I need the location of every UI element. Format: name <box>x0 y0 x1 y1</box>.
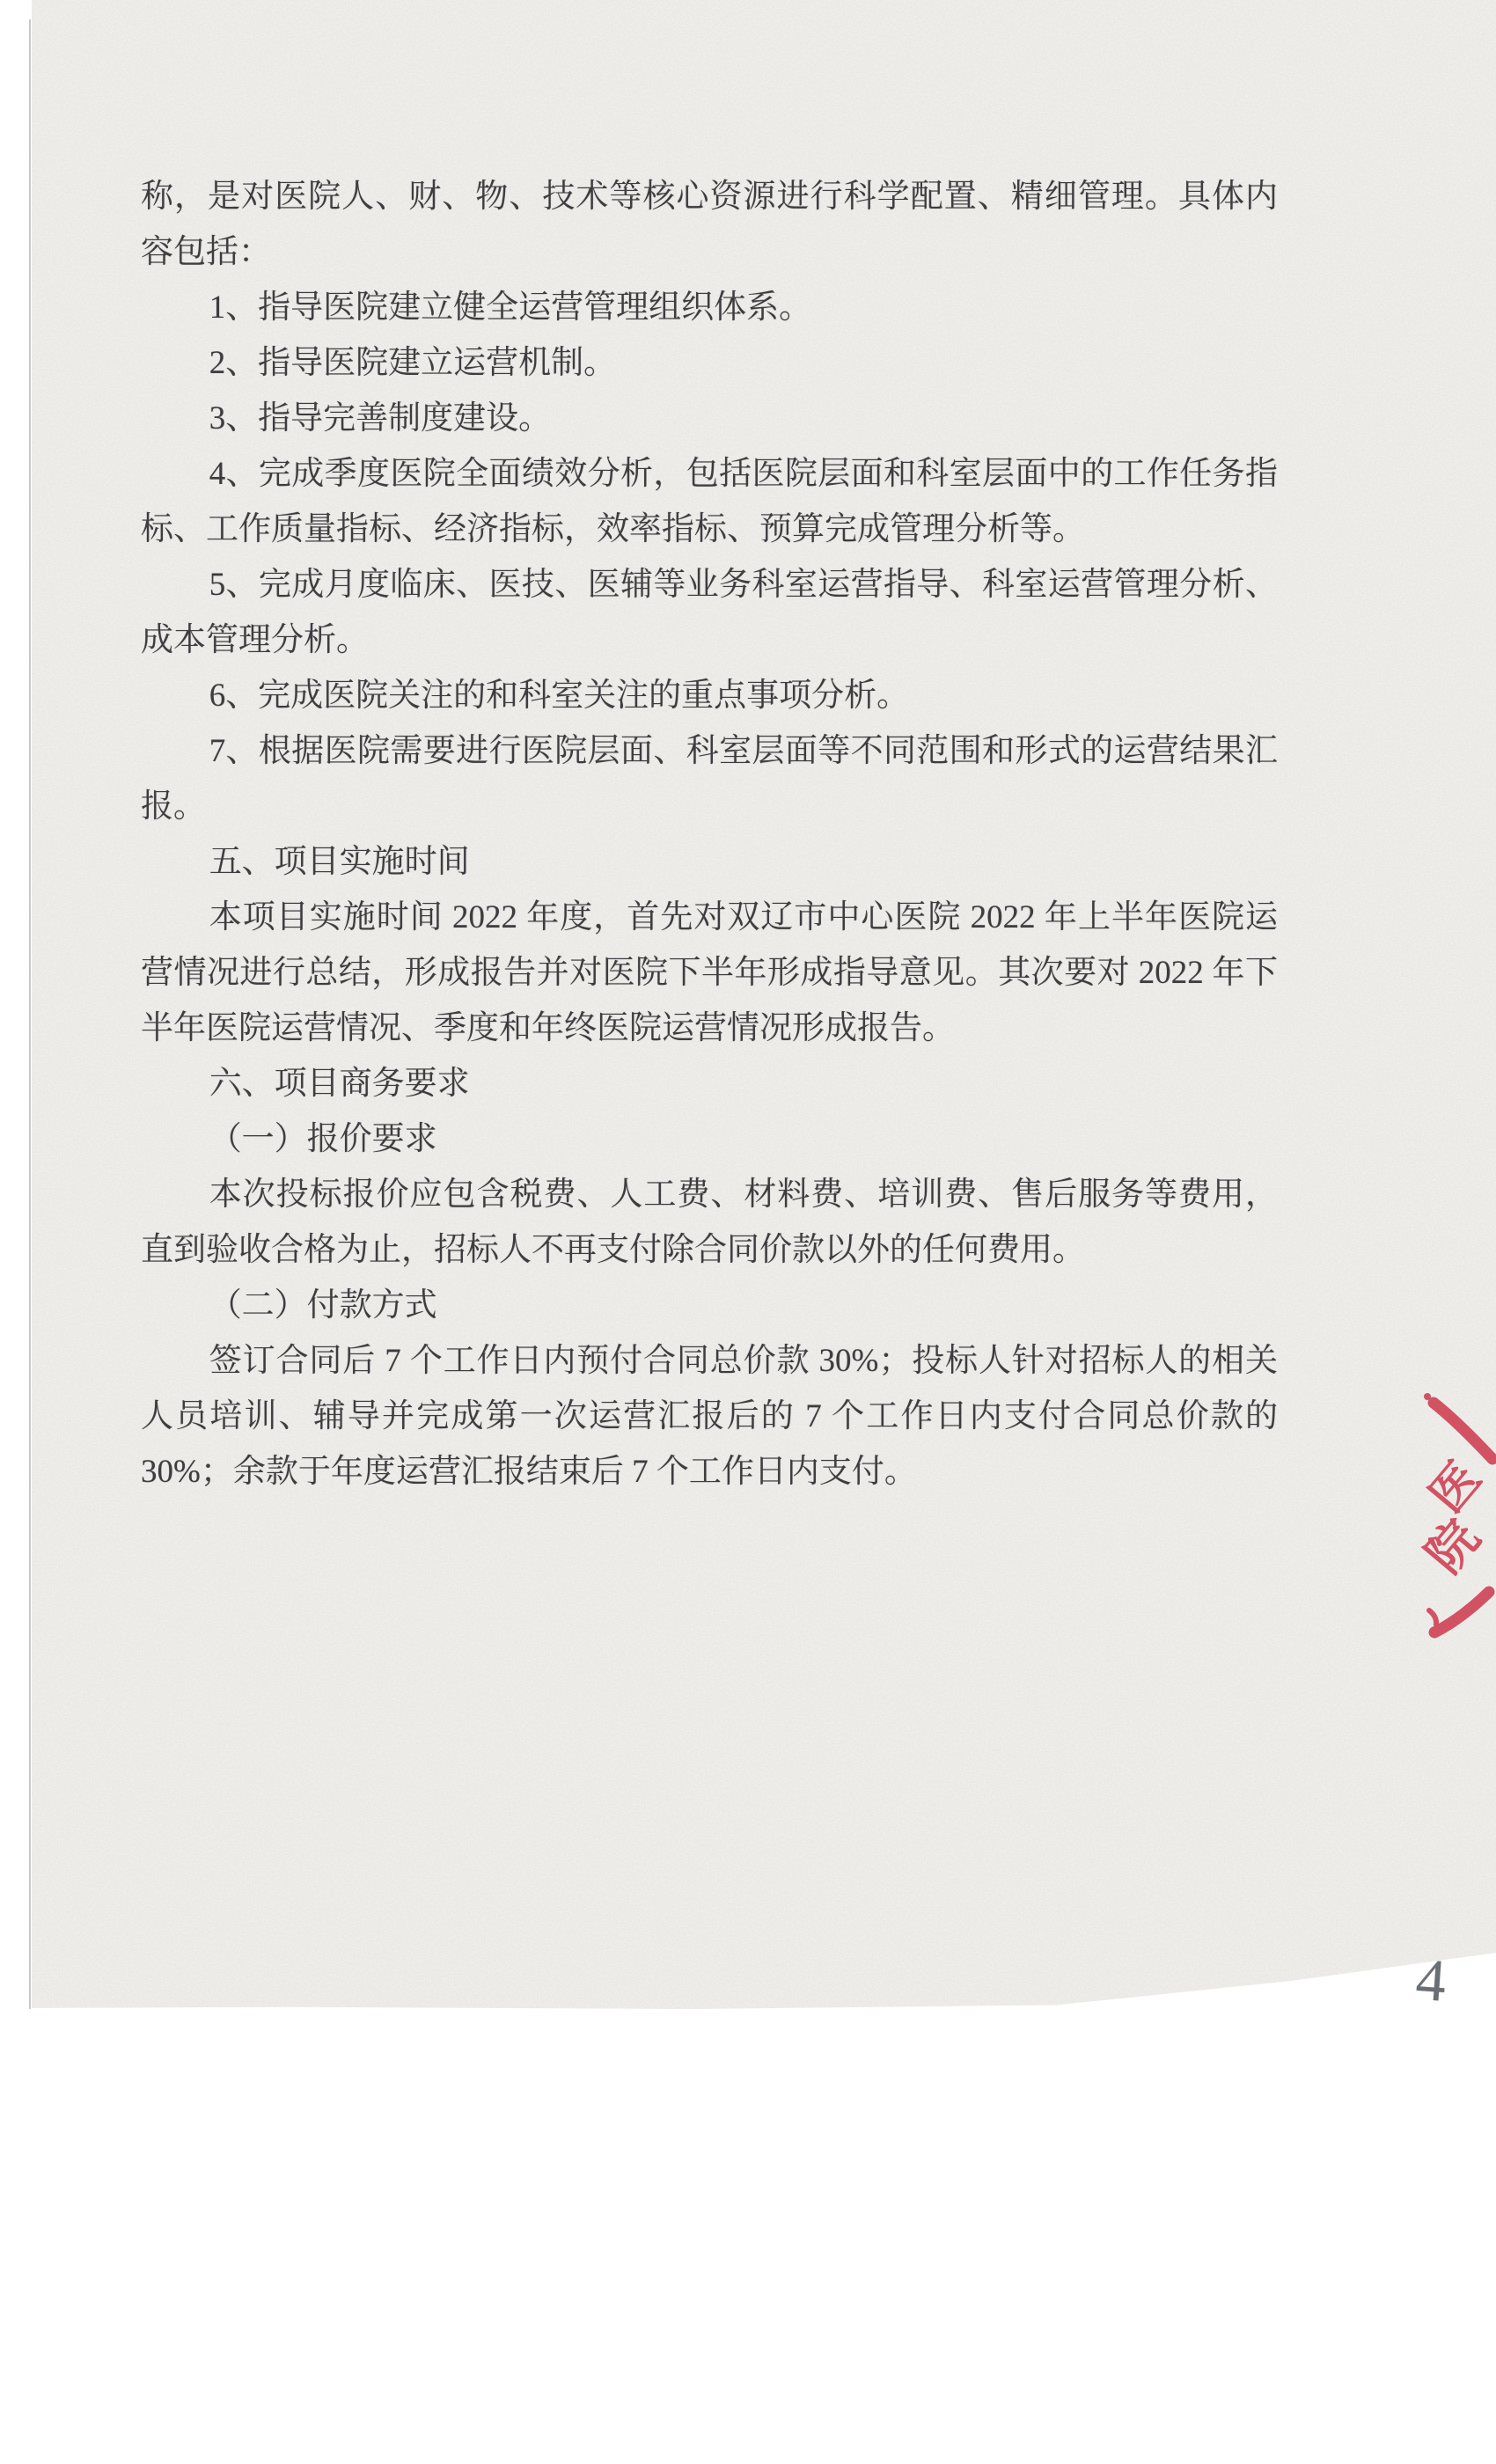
seal-char-bottom: 院 <box>1417 1510 1491 1584</box>
hospital-seal-stamp <box>1397 1383 1496 1656</box>
paragraph: 六、项目商务要求 <box>209 1066 470 1102</box>
paragraph: （一）报价要求 <box>209 1121 437 1157</box>
paragraph: 2、指导医院建立运营机制。 <box>209 345 617 381</box>
paragraph: 3、指导完善制度建设。 <box>209 400 552 436</box>
paragraph: 7、根据医院需要进行医院层面、科室层面等不同范围和形式的运营结果汇报。 <box>141 733 1278 825</box>
paragraph: 1、指导医院建立健全运营管理组织体系。 <box>209 290 812 326</box>
seal-ink-dot <box>1424 1393 1431 1400</box>
scan-edge-line <box>29 19 31 2009</box>
seal-tick-mark <box>1429 1610 1436 1624</box>
handwritten-page-number: 4 <box>1413 1945 1448 2014</box>
paragraph: 本次投标报价应包含税费、人工费、材料费、培训费、售后服务等费用，直到验收合格为止，招标人不再支付除合同价款以外的任何费用。 <box>141 1177 1278 1268</box>
paragraph: 称，是对医院人、财、物、技术等核心资源进行科学配置、精细管理。具体内容包括： <box>141 179 1278 270</box>
seal-rim-top-arc <box>1434 1403 1492 1459</box>
paragraph: （二）付款方式 <box>209 1287 437 1324</box>
paragraph: 五、项目实施时间 <box>209 844 470 880</box>
paragraph: 5、完成月度临床、医技、医辅等业务科室运营指导、科室运营管理分析、成本管理分析。 <box>141 567 1278 658</box>
paragraph: 6、完成医院关注的和科室关注的重点事项分析。 <box>209 678 910 714</box>
paragraph: 签订合同后 7 个工作日内预付合同总价款 30%；投标人针对招标人的相关人员培训、辅导并完成第一次运营汇报后的 7 个工作日内支付合同总价款的 30%；余款于年度运营汇报结束后 7 个工作日内支付。 <box>141 1343 1278 1490</box>
seal-rim-bottom-arc <box>1434 1592 1489 1632</box>
text-block <box>141 169 1278 1500</box>
paragraph: 4、完成季度医院全面绩效分析，包括医院层面和科室层面中的工作任务指标、工作质量指标、经济指标，效率指标、预算完成管理分析等。 <box>141 456 1278 547</box>
paragraph: 本项目实施时间 2022 年度，首先对双辽市中心医院 2022 年上半年医院运营情况进行总结，形成报告并对医院下半年形成指导意见。其次要对 2022 年下半年医院运营情况、季度和年终医院运营情况形成报告。 <box>141 899 1278 1046</box>
seal-char-top: 医 <box>1419 1452 1492 1522</box>
